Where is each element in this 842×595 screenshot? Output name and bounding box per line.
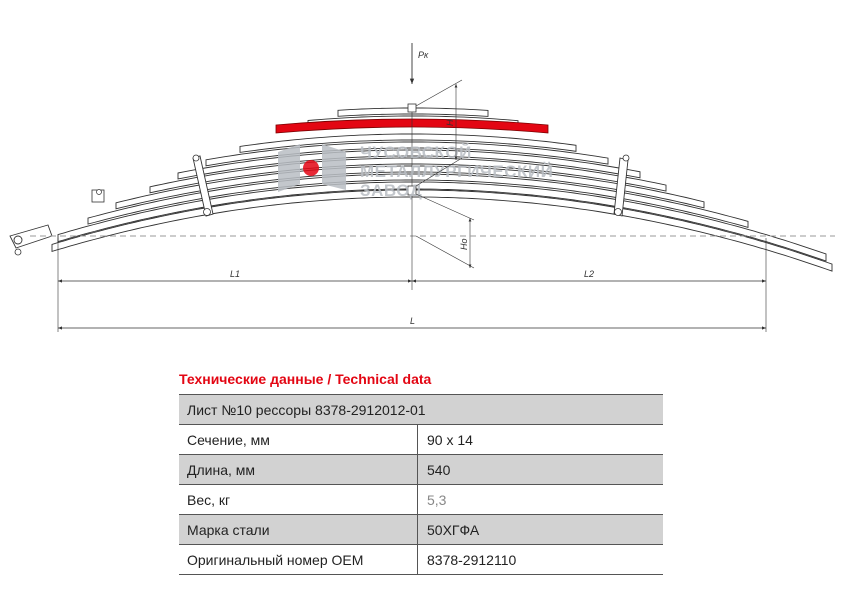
watermark-logo-dot (303, 160, 319, 176)
row-value: 8378-2912110 (418, 545, 664, 575)
table-row (179, 485, 663, 515)
row-value: 90 х 14 (418, 425, 664, 455)
row-key: Оригинальный номер OEM (179, 545, 418, 575)
table-row (179, 455, 663, 485)
watermark-line2: МЕТАЛЛУРГИЧЕСКИЙ (360, 162, 554, 181)
l-label: L (410, 316, 416, 326)
table-row (179, 425, 663, 455)
spring-leaves (52, 108, 832, 271)
table-row (179, 515, 663, 545)
l1-label: L1 (230, 269, 241, 279)
row-value: 540 (418, 455, 664, 485)
row-key: Марка стали (179, 515, 418, 545)
load-label: Pк (418, 50, 429, 60)
table-header: Лист №10 рессоры 8378-2912012-01 (179, 395, 663, 425)
technical-data-table (179, 394, 663, 575)
h0-label: Hо (459, 238, 469, 250)
watermark-line3: ЗАВОД (360, 181, 423, 200)
load-arrow (412, 43, 429, 84)
row-key: Длина, мм (179, 455, 418, 485)
height-label: H (445, 119, 455, 126)
table-row (179, 545, 663, 575)
watermark-line1: ЧУСОВСКОЙ (360, 143, 472, 162)
left-eye (10, 225, 52, 255)
watermark-logo-icon (278, 144, 300, 192)
l2-label: L2 (584, 269, 595, 279)
row-key: Сечение, мм (179, 425, 418, 455)
h0-dimension (416, 194, 474, 268)
row-key: Вес, кг (179, 485, 418, 515)
section-title: Технические данные / Technical data (179, 371, 432, 387)
row-value: 50ХГФА (418, 515, 664, 545)
small-left-clip (92, 190, 104, 203)
row-value: 5,3 (418, 485, 664, 515)
